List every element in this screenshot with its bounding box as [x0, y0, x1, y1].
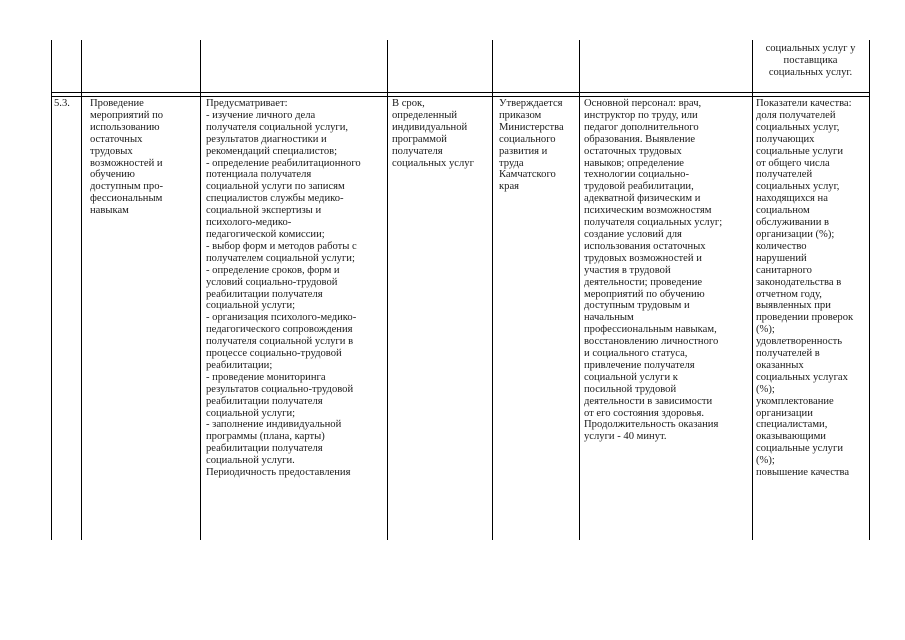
column-border [387, 40, 388, 540]
service-term-cell: В срок, определенный индивидуальной программой получателя социальных услуг [392, 98, 474, 169]
column-border [579, 40, 580, 540]
services-table [51, 40, 870, 540]
column-border [752, 40, 753, 540]
tariff-cell: Утверждается приказом Министерства социального развития и труда Камчатского края [499, 98, 564, 193]
column-border [492, 40, 493, 540]
row-number-cell: 5.3. [54, 98, 70, 109]
column-border [51, 40, 52, 540]
column-border [869, 40, 870, 540]
conditions-cell: Основной персонал: врач, инструктор по труду, или педагог дополнительного образования. Выявление остаточных трудовых навыков; определение технологии социально- трудовой реабилитации, адекватной физическим и психическим возможностям получателя социальных услуг; создание условий для использования остаточных трудовых возможностей и участия в трудовой деятельности; проведение мероприятий по обучению доступным трудовым и начальным профессиональным навыкам, восстановлению личностного и социального статуса, привлечение получателя социальной услуги к посильной трудовой деятельности в зависимости от его состояния здоровья. Продолжительность оказания услуги - 40 минут. [584, 98, 723, 443]
column-border [200, 40, 201, 540]
service-description-cell: Предусматривает: - изучение личного дела получателя социальной услуги, результатов диагностики и рекомендаций специалистов; - определение реабилитационного потенциала получателя социальной услуги по записям специалистов службы медико- социальной экспертизы и психолого-медико- педагогической комиссии; - выбор форм и методов работы с получателем социальной услуги; - определение сроков, форм и условий социально-трудовой реабилитации получателя социальной услуги; - организация психолого-медико- педагогического сопровождения получателя социальной услуги в процессе социально-трудовой реабилитации; - проведение мониторинга результатов социально-трудовой реабилитации получателя социальной услуги; - заполнение индивидуальной программы (плана, карты) реабилитации получателя социальной услуги. Периодичность предоставления [206, 98, 361, 479]
service-name-cell: Проведение мероприятий по использованию остаточных трудовых возможностей и обучению доступным про- фессиональным навыкам [90, 98, 164, 217]
criteria-continued-cell: социальных услуг у поставщика социальных услуг. [765, 43, 856, 78]
column-border [81, 40, 82, 540]
row-divider [51, 92, 870, 97]
quality-criteria-cell: Показатели качества: доля получателей социальных услуг, получающих социальные услуги от общего числа получателей социальных услуг, находящихся на социальном обслуживании в организации (%); количество нарушений санитарного законодательства в отчетном году, выявленных при проведении проверок (%); удовлетворенность получателей в оказанных социальных услугах (%); укомплектование организации специалистами, оказывающими социальные услуги (%); повышение качества [756, 98, 854, 479]
